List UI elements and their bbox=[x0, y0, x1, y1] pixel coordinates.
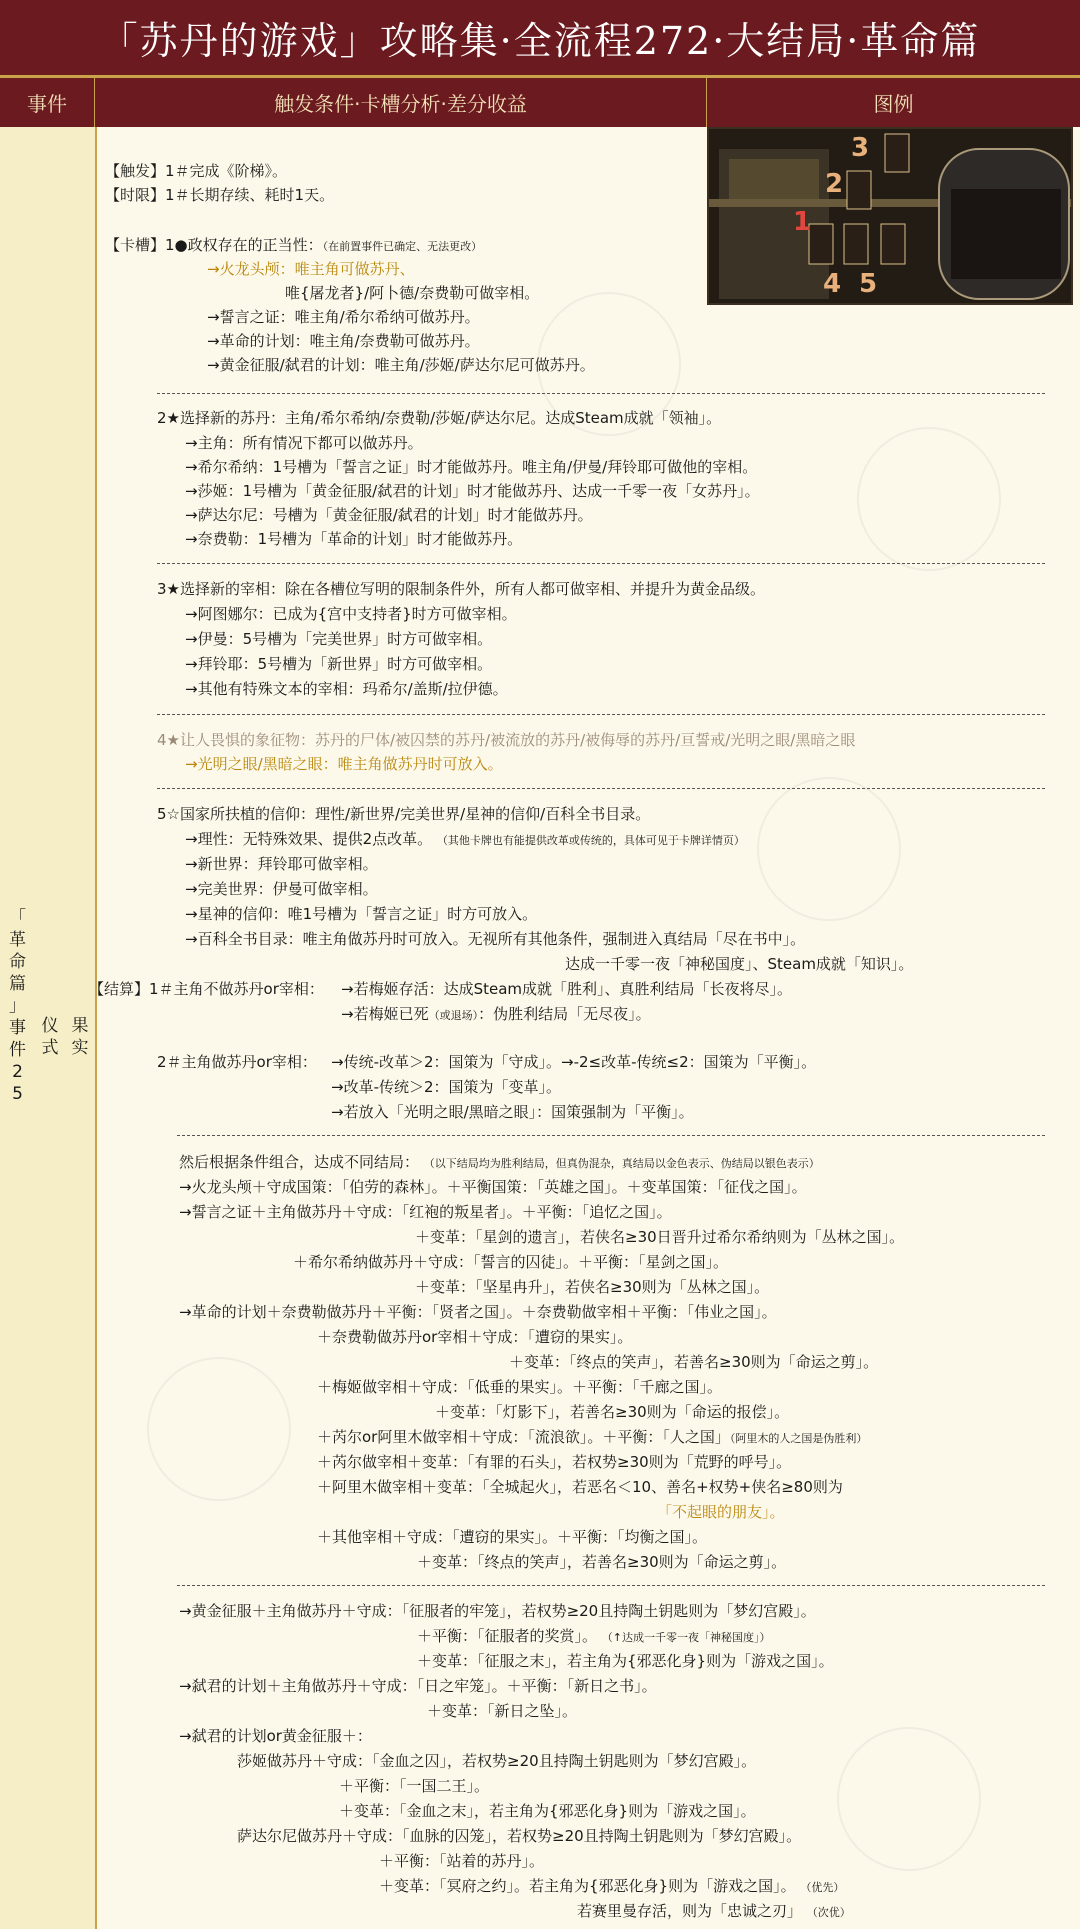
slot-number: 2 bbox=[825, 169, 844, 199]
ending-line: ＋阿里木做宰相＋变革：「全城起火」，若恶名＜10、善名+权势+侠名≥80则为 bbox=[317, 1478, 843, 1496]
ending-line: ＋梅姬做宰相＋守成：「低垂的果实」。＋平衡：「千廊之国」。 bbox=[317, 1378, 723, 1396]
ending-line: ＋芮尔or阿里木做宰相＋守成：「流浪欲」。＋平衡：「人之国」（阿里木的人之国是伪胜利） bbox=[317, 1428, 868, 1446]
settle-line-1: 【结算】1＃主角不做苏丹or宰相： bbox=[89, 980, 324, 998]
ending-line: 萨达尔尼做苏丹＋守成：「血脉的囚笼」，若权势≥20且持陶土钥匙则为「梦幻宫殿」。 bbox=[237, 1827, 802, 1845]
ending-line: ＋芮尔做宰相＋变革：「有罪的石头」，若权势≥30则为「荒野的呼号」。 bbox=[317, 1453, 792, 1471]
ending-line: ＋平衡：「征服者的奖赏」。 （↑达成一千零一夜「神秘国度」） bbox=[417, 1627, 771, 1645]
ending-line: →弑君的计划or黄金征服＋： bbox=[179, 1727, 372, 1745]
slot-line: →完美世界：伊曼可做宰相。 bbox=[185, 880, 378, 898]
ending-line: ＋变革：「坚星冉升」，若侠名≥30则为「丛林之国」。 bbox=[415, 1278, 770, 1296]
settle-line: →若放入「光明之眼/黑暗之眼」：国策强制为「平衡」。 bbox=[331, 1103, 694, 1121]
trigger-line: 【触发】1＃完成《阶梯》。 bbox=[105, 162, 288, 180]
divider bbox=[157, 393, 1045, 394]
ending-line: ＋其他宰相＋守成：「遭窃的果实」。＋平衡：「均衡之国」。 bbox=[317, 1528, 708, 1546]
ritual-label: 仪 式 bbox=[41, 1016, 59, 1058]
column-conditions: 触发条件·卡槽分析·差分收益 bbox=[95, 78, 707, 127]
ending-line: ＋奈费勒做苏丹or宰相＋守成：「遭窃的果实」。 bbox=[317, 1328, 633, 1346]
ending-line: ＋变革：「灯影下」，若善名≥30则为「命运的报偿」。 bbox=[435, 1403, 790, 1421]
slot-line: →拜铃耶：5号槽为「新世界」时方可做宰相。 bbox=[185, 655, 493, 673]
ritual-column bbox=[35, 127, 66, 1929]
slot-line: →希尔希纳：1号槽为「誓言之证」时才能做苏丹。唯主角/伊曼/拜铃耶可做他的宰相。 bbox=[185, 458, 758, 476]
ending-line: ＋变革：「星剑的遗言」，若侠名≥30日晋升过希尔希纳则为「丛林之国」。 bbox=[415, 1228, 905, 1246]
settle-line: →若梅姬存活：达成Steam成就「胜利」、真胜利结局「长夜将尽」。 bbox=[341, 980, 793, 998]
divider bbox=[177, 1135, 1045, 1136]
ending-line: ＋平衡：「站着的苏丹」。 bbox=[379, 1852, 545, 1870]
slot-line-4: 4★让人畏惧的象征物：苏丹的尸体/被囚禁的苏丹/被流放的苏丹/被侮辱的苏丹/亘誓戒/光明之眼/黑暗之眼 bbox=[157, 731, 856, 749]
example-illustration bbox=[709, 129, 1073, 305]
ending-line: ＋变革：「终点的笑声」，若善名≥30则为「命运之剪」。 bbox=[417, 1553, 787, 1571]
slot-line: →阿图娜尔：已成为{宫中支持者}时方可做宰相。 bbox=[185, 605, 517, 623]
settle-line-2: 2＃主角做苏丹or宰相： bbox=[157, 1053, 317, 1071]
slot-line: →莎姬：1号槽为「黄金征服/弑君的计划」时才能做苏丹、达成一千零一夜「女苏丹」。 bbox=[185, 482, 760, 500]
divider bbox=[157, 714, 1045, 715]
watermark-icon bbox=[757, 777, 901, 921]
ending-line: ＋希尔希纳做苏丹＋守成：「誓言的囚徒」。＋平衡：「星剑之国」。 bbox=[293, 1253, 729, 1271]
watermark-icon bbox=[147, 1357, 291, 1501]
ending-line: ＋变革：「终点的笑声」，若善名≥30则为「命运之剪」。 bbox=[509, 1353, 879, 1371]
ending-line: →革命的计划＋奈费勒做苏丹＋平衡：「贤者之国」。＋奈费勒做宰相＋平衡：「伟业之国」。 bbox=[179, 1303, 777, 1321]
slot-line: 唯{屠龙者}/阿卜德/奈费勒可做宰相。 bbox=[285, 284, 540, 302]
slot-number: 1 bbox=[793, 207, 812, 237]
example-image bbox=[707, 127, 1073, 305]
divider bbox=[177, 1585, 1045, 1586]
fruit-label: 果 实 bbox=[71, 1016, 89, 1058]
divider bbox=[157, 563, 1045, 564]
slot-line: →主角：所有情况下都可以做苏丹。 bbox=[185, 434, 423, 452]
watermark-icon bbox=[837, 1727, 981, 1871]
settle-line: →传统-改革＞2：国策为「守成」。→-2≤改革-传统≤2：国策为「平衡」。 bbox=[331, 1053, 817, 1071]
column-header-row bbox=[0, 78, 1080, 127]
settle-line: →改革-传统＞2：国策为「变革」。 bbox=[331, 1078, 562, 1096]
ending-line: →誓言之证＋主角做苏丹＋守成：「红袍的叛星者」。＋平衡：「追忆之国」。 bbox=[179, 1203, 672, 1221]
slot-line: →百科全书目录：唯主角做苏丹时可放入。无视所有其他条件，强制进入真结局「尽在书中」。 bbox=[185, 930, 806, 948]
slot-line: 达成一千零一夜「神秘国度」、Steam成就「知识」。 bbox=[565, 955, 914, 973]
ending-line: →弑君的计划＋主角做苏丹＋守成：「日之牢笼」。＋平衡：「新日之书」。 bbox=[179, 1677, 657, 1695]
ending-intro: 然后根据条件组合，达成不同结局： （以下结局均为胜利结局，但真伪混杂，真结局以金色表示、伪结局以银色表示） bbox=[179, 1153, 820, 1171]
fruit-column bbox=[65, 127, 96, 1929]
slot-line-5: 5☆国家所扶植的信仰：理性/新世界/完美世界/星神的信仰/百科全书目录。 bbox=[157, 805, 651, 823]
column-example: 图例 bbox=[873, 92, 914, 116]
slot-line-2: 2★选择新的苏丹：主角/希尔希纳/奈费勒/莎姬/萨达尔尼。达成Steam成就「领袖」。 bbox=[157, 409, 722, 427]
ending-line: ＋变革：「冥府之约」。若主角为{邪恶化身}则为「游戏之国」。 （优先） bbox=[379, 1877, 845, 1895]
settle-line: →若梅姬已死（或退场）：伪胜利结局「无尽夜」。 bbox=[341, 1005, 651, 1023]
ending-line: ＋平衡：「一国二王」。 bbox=[339, 1777, 490, 1795]
chapter-label: 「 革 命 篇 」 事 件 2 5 bbox=[9, 908, 26, 1104]
page-title: 「苏丹的游戏」攻略集·全流程272·大结局·革命篇 bbox=[0, 0, 1080, 78]
ending-line: ＋变革：「新日之坠」。 bbox=[427, 1702, 578, 1720]
slot-line: →伊曼：5号槽为「完美世界」时方可做宰相。 bbox=[185, 630, 493, 648]
slot-line: →萨达尔尼：号槽为「黄金征服/弑君的计划」时才能做苏丹。 bbox=[185, 506, 593, 524]
ending-line: →黄金征服＋主角做苏丹＋守成：「征服者的牢笼」，若权势≥20且持陶土钥匙则为「梦幻宫殿」。 bbox=[179, 1602, 816, 1620]
slot-line: →其他有特殊文本的宰相：玛希尔/盖斯/拉伊德。 bbox=[185, 680, 508, 698]
slot-line-1: 【卡槽】1●政权存在的正当性：（在前置事件已确定、无法更改） bbox=[105, 236, 483, 254]
slot-line: →誓言之证：唯主角/希尔希纳可做苏丹。 bbox=[207, 308, 480, 326]
chapter-column bbox=[0, 127, 36, 1929]
slot-line-3: 3★选择新的宰相：除在各槽位写明的限制条件外，所有人都可做宰相、并提升为黄金品级。 bbox=[157, 580, 765, 598]
ending-line: ＋变革：「征服之末」，若主角为{邪恶化身}则为「游戏之国」。 bbox=[417, 1652, 834, 1670]
content-area bbox=[89, 127, 1080, 1929]
slot-line: →火龙头颅：唯主角可做苏丹、 bbox=[207, 260, 415, 278]
slot-line: →新世界：拜铃耶可做宰相。 bbox=[185, 855, 378, 873]
watermark-icon bbox=[857, 427, 1001, 571]
ending-line: 「不起眼的朋友」。 bbox=[657, 1503, 785, 1521]
ending-line: ＋变革：「金血之末」，若主角为{邪恶化身}则为「游戏之国」。 bbox=[339, 1802, 756, 1820]
divider bbox=[157, 788, 1045, 789]
ending-line: →火龙头颅＋守成国策：「伯劳的森林」。＋平衡国策：「英雄之国」。＋变革国策：「征伐之国」。 bbox=[179, 1178, 807, 1196]
slot-line: →黄金征服/弑君的计划：唯主角/莎姬/萨达尔尼可做苏丹。 bbox=[207, 356, 595, 374]
slot-number: 4 bbox=[823, 269, 842, 299]
ending-line: 莎姬做苏丹＋守成：「金血之囚」，若权势≥20且持陶土钥匙则为「梦幻宫殿」。 bbox=[237, 1752, 757, 1770]
slot-line: →光明之眼/黑暗之眼：唯主角做苏丹时可放入。 bbox=[185, 755, 503, 773]
slot-line: →星神的信仰：唯1号槽为「誓言之证」时方可放入。 bbox=[185, 905, 538, 923]
slot-line: →奈费勒：1号槽为「革命的计划」时才能做苏丹。 bbox=[185, 530, 523, 548]
column-event: 事件 bbox=[0, 78, 95, 127]
ending-line: 若赛里曼存活，则为「忠诚之刃」 （次优） bbox=[577, 1902, 851, 1920]
slot-line: →理性：无特殊效果、提供2点改革。 （其他卡牌也有能提供改革或传统的，具体可见于卡牌详情页） bbox=[185, 830, 745, 848]
time-limit-line: 【时限】1＃长期存续、耗时1天。 bbox=[105, 186, 335, 204]
slot-line: →革命的计划：唯主角/奈费勒可做苏丹。 bbox=[207, 332, 480, 350]
slot-number: 3 bbox=[851, 133, 870, 163]
slot-number: 5 bbox=[859, 269, 878, 299]
